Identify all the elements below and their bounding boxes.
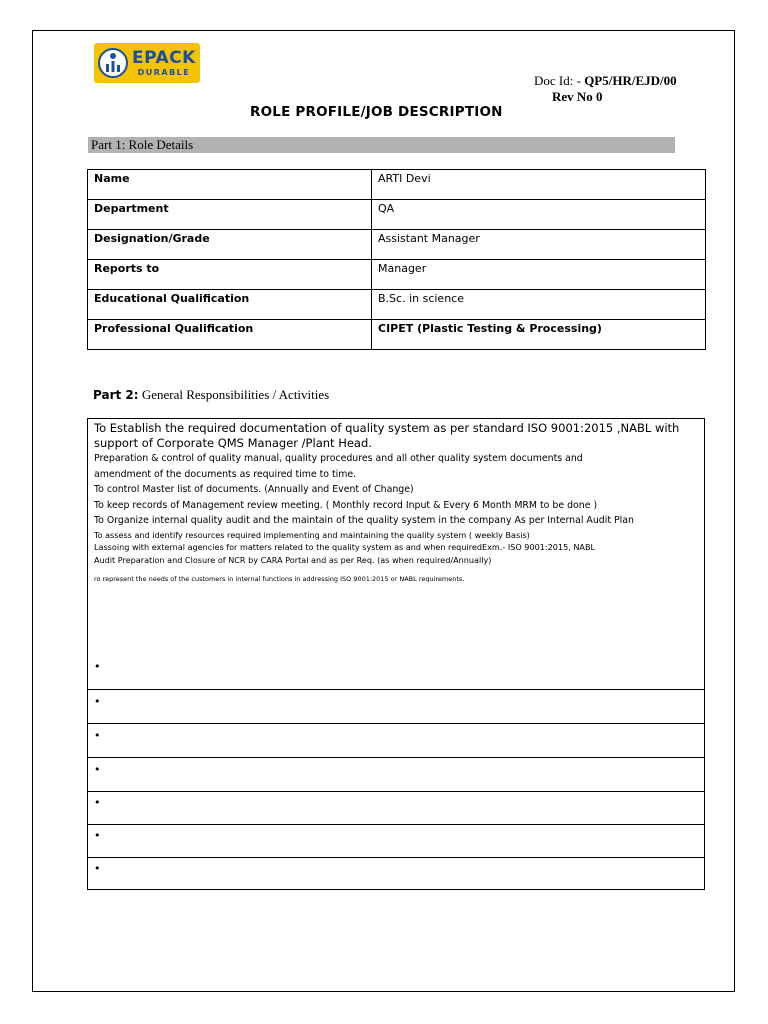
bullet: •	[94, 660, 101, 673]
bullet: •	[94, 695, 101, 708]
bullet-row	[88, 824, 704, 858]
table-row	[88, 260, 706, 290]
row-value: ARTI Devi	[372, 170, 706, 200]
bullet: •	[94, 763, 101, 776]
row-key: Professional Qualification	[88, 320, 372, 350]
logo-main-text: EPACK	[132, 47, 196, 68]
row-key: Department	[88, 200, 372, 230]
table-row	[88, 200, 706, 230]
responsibility-line: Lassoing with external agencies for matters related to the quality system as and when requiredExm.- ISO 9001:2015, NABL	[94, 542, 596, 552]
document-title: ROLE PROFILE/JOB DESCRIPTION	[250, 104, 503, 120]
row-key: Reports to	[88, 260, 372, 290]
bullet: •	[94, 729, 101, 742]
responsibility-line: support of Corporate QMS Manager /Plant Head.	[94, 436, 372, 450]
responsibility-line: To control Master list of documents. (Annually and Event of Change)	[94, 484, 414, 495]
responsibility-line: amendment of the documents as required time to time.	[94, 468, 357, 480]
part1-heading: Part 1: Role Details	[91, 137, 194, 152]
responsibility-line: Preparation & control of quality manual, quality procedures and all other quality system documents and	[94, 453, 583, 464]
part2-heading-text: General Responsibilities / Activities	[138, 387, 330, 402]
responsibility-line: Audit Preparation and Closure of NCR by CARA Portal and as per Req. (as when required/Annually)	[94, 554, 492, 565]
table-row	[88, 320, 706, 350]
bullet-row	[88, 758, 704, 792]
bullet-row	[88, 857, 704, 891]
logo-emblem-icon	[98, 48, 128, 78]
bullet-row	[88, 690, 704, 724]
row-value: B.Sc. in science	[372, 290, 706, 320]
table-row	[88, 230, 706, 260]
logo-text	[132, 47, 196, 77]
row-key: Name	[88, 170, 372, 200]
responsibilities-cell	[88, 419, 704, 690]
part1-heading-bar	[88, 137, 675, 153]
role-details-table	[87, 169, 706, 350]
rev-no: Rev No 0	[552, 89, 603, 104]
responsibility-line: To assess and identify resources required implementing and maintaining the quality system ( weekly Basis)	[94, 529, 530, 540]
row-value: CIPET (Plastic Testing & Processing)	[372, 320, 706, 350]
row-key: Educational Qualification	[88, 290, 372, 320]
row-value: Manager	[372, 260, 706, 290]
part2-heading-bold: Part 2:	[93, 388, 139, 402]
logo-sub-text: DURABLE	[137, 67, 191, 77]
row-key: Designation/Grade	[88, 230, 372, 260]
table-row	[88, 170, 706, 200]
responsibility-line: ro represent the needs of the customers in internal functions in addressing ISO 9001:2015 or NABL requirements.	[94, 575, 465, 583]
doc-id-value: QP5/HR/EJD/00	[584, 73, 677, 88]
doc-id	[534, 73, 677, 89]
responsibility-line: To Establish the required documentation of quality system as per standard ISO 9001:2015 ,NABL with	[94, 421, 680, 435]
table-row	[88, 290, 706, 320]
bullet-row	[88, 791, 704, 825]
bullet: •	[94, 862, 101, 875]
bullet-row	[88, 724, 704, 758]
responsibility-line: To Organize internal quality audit and the maintain of the quality system in the company As per Internal Audit Plan	[94, 515, 634, 526]
responsibility-line: To keep records of Management review meeting. ( Monthly record Input & Every 6 Month MRM to be done )	[94, 499, 598, 511]
row-value: QA	[372, 200, 706, 230]
bullet: •	[94, 829, 101, 842]
row-value: Assistant Manager	[372, 230, 706, 260]
bullet: •	[94, 796, 101, 809]
responsibilities-table	[87, 418, 705, 890]
doc-id-label: Doc Id: -	[534, 73, 585, 88]
part2-heading	[93, 387, 329, 403]
company-logo	[94, 43, 200, 83]
